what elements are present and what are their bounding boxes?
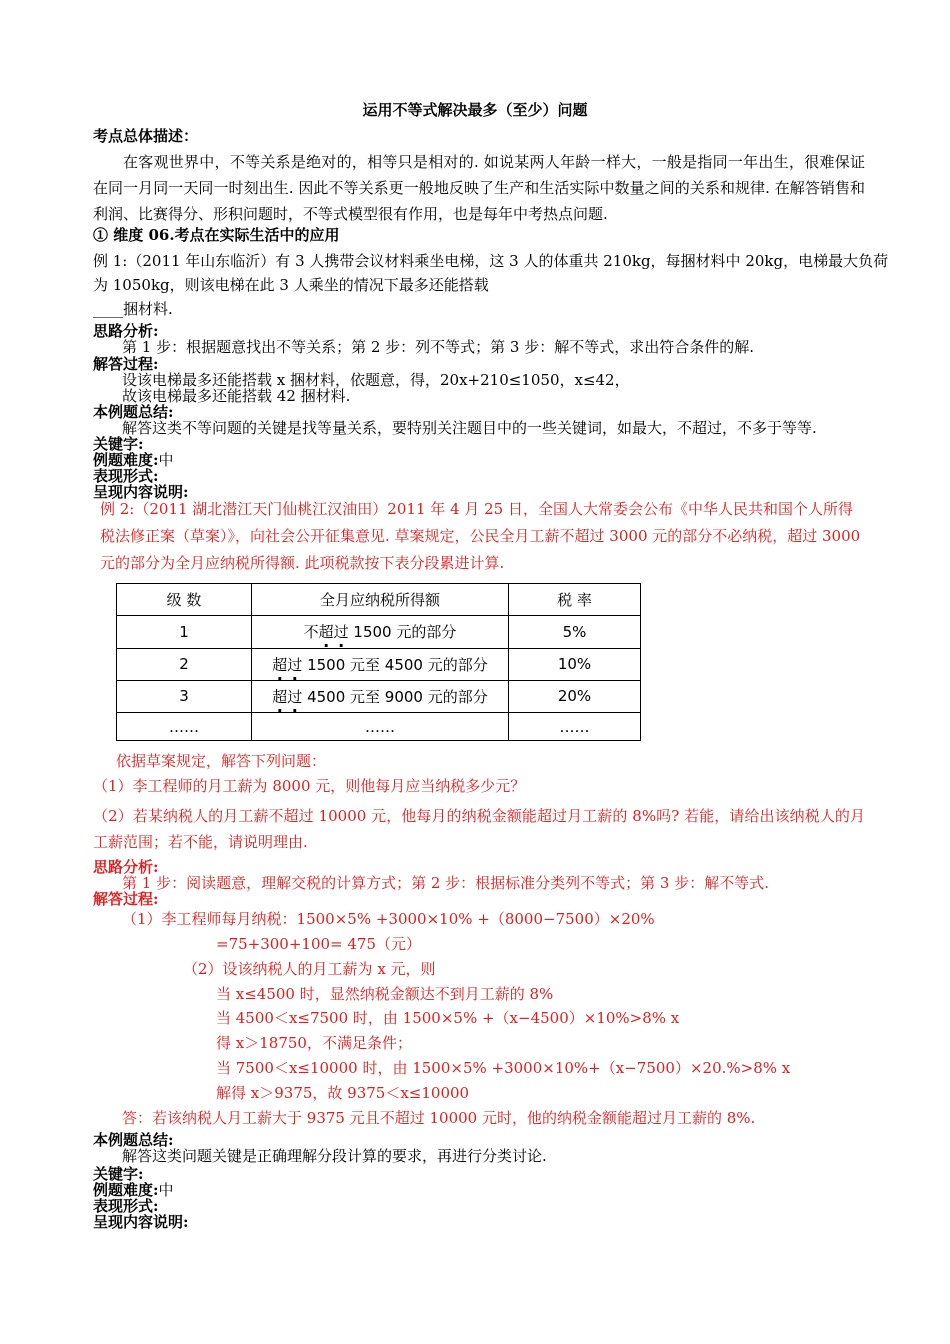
example2-solution-heading: 解答过程: bbox=[93, 890, 159, 908]
example2-analysis-heading: 思路分析: bbox=[93, 858, 159, 876]
example2-analysis: 第 1 步：阅读题意，理解交税的计算方式；第 2 步：根据标准分类列不等式；第 3 步：解不等式. bbox=[122, 874, 770, 892]
example1-solution2: 故该电梯最多还能搭载 42 捆材料. bbox=[122, 387, 351, 405]
table-cell-level: 3 bbox=[117, 680, 252, 712]
example1-solution-heading: 解答过程: bbox=[93, 355, 159, 373]
emphasis-char: 过 bbox=[287, 687, 303, 706]
example2-s2: =75+300+100= 475（元） bbox=[216, 935, 422, 953]
table-row bbox=[117, 713, 641, 741]
table-row bbox=[117, 680, 641, 712]
example2-prompt: 依据草案规定，解答下列问题： bbox=[116, 752, 327, 770]
table-cell-income: 超过 4500 元至 9000 元的部分 bbox=[252, 680, 509, 712]
table-cell-level: …… bbox=[117, 713, 252, 741]
example2-presentation-label: 呈现内容说明: bbox=[93, 1213, 189, 1231]
table-cell-rate: 20% bbox=[509, 680, 641, 712]
example2-s7: 当 7500＜x≤10000 时，由 1500×5% +3000×10%+（x−7500）×20.%>8% x bbox=[216, 1059, 791, 1077]
table-row bbox=[117, 616, 641, 648]
example1-analysis-heading: 思路分析: bbox=[93, 322, 159, 340]
emphasis-char: 超 bbox=[272, 655, 288, 674]
table-header-row bbox=[117, 584, 641, 616]
example2-difficulty-label: 例题难度: bbox=[93, 1181, 159, 1199]
table-header-rate: 税 率 bbox=[509, 584, 641, 616]
example2-keyword-label: 关键字: bbox=[93, 1165, 144, 1183]
example1-analysis: 第 1 步：根据题意找出不等关系；第 2 步：列不等式；第 3 步：解不等式，求出符合条件的解. bbox=[122, 338, 755, 356]
table-cell-income: …… bbox=[252, 713, 509, 741]
example1-line3: ____捆材料. bbox=[93, 300, 173, 318]
table-cell-rate: 5% bbox=[509, 616, 641, 648]
example2-s5: 当 4500＜x≤7500 时，由 1500×5% +（x−4500）×10%>8% x bbox=[216, 1009, 680, 1027]
table-cell-rate: 10% bbox=[509, 648, 641, 680]
tax-rate-table bbox=[116, 583, 641, 741]
example2-answer: 答：若该纳税人月工薪大于 9375 元且不超过 10000 元时，他的纳税金额能超过月工薪的 8%. bbox=[122, 1109, 756, 1127]
table-cell-level: 1 bbox=[117, 616, 252, 648]
example2-summary: 解答这类问题关键是正确理解分段计算的要求，再进行分类讨论. bbox=[122, 1147, 547, 1165]
table-cell-income: 超过 1500 元至 4500 元的部分 bbox=[252, 648, 509, 680]
example1-form-label: 表现形式: bbox=[93, 467, 159, 485]
example2-form-label: 表现形式: bbox=[93, 1197, 159, 1215]
example2-q1: （1）李工程师的月工薪为 8000 元，则他每月应当纳税多少元？ bbox=[93, 777, 526, 795]
table-header-level: 级 数 bbox=[117, 584, 252, 616]
example1-difficulty: 中 bbox=[158, 451, 174, 469]
example2-s3: （2）设该纳税人的月工薪为 x 元，则 bbox=[183, 960, 436, 978]
overview-text: 在客观世界中，不等关系是绝对的，相等只是相对的. 如说某两人年龄一样大，一般是指同一年出生，很难保证在同一月同一天同一时刻出生. 因此不等关系更一般地反映了生产和生活实际中数量之间的关系和规律. 在解答销售和利润、比赛得分、形积问题时，不等式模型很有作用，也是每年中考热点问题. bbox=[93, 153, 865, 223]
example1-presentation-label: 呈现内容说明: bbox=[93, 483, 189, 501]
example2-s4: 当 x≤4500 时，显然纳税金额达不到月工薪的 8% bbox=[216, 985, 554, 1003]
emphasis-char: 过 bbox=[287, 655, 303, 674]
example2-statement: 例 2:（2011 湖北潜江天门仙桃江汉油田）2011 年 4 月 25 日，全国人大常委会公布《中华人民共和国个人所得税法修正案（草案）》，向社会公开征集意见. 草案规定，公民全月工薪不超过 3000 元的部分不必纳税，超过 3000 元的部分为全月应纳税所得额. 此项税款按下表分段累进计算. bbox=[100, 500, 861, 572]
example1-solution1: 设该电梯最多还能搭载 x 捆材料，依题意，得，20x+210≤1050，x≤42， bbox=[122, 371, 630, 389]
example1-line1: 例 1:（2011 年山东临沂）有 3 人携带会议材料乘坐电梯，这 3 人的体重共 210kg，每捆材料中 20kg，电梯最大负荷 bbox=[93, 252, 889, 270]
example1-line2: 为 1050kg，则该电梯在此 3 人乘坐的情况下最多还能搭载 bbox=[93, 276, 489, 294]
example2-difficulty: 中 bbox=[158, 1181, 174, 1199]
section-heading: ① 维度 06.考点在实际生活中的应用 bbox=[93, 226, 340, 244]
emphasis-char: 超 bbox=[272, 687, 288, 706]
emphasis-char: 超 bbox=[318, 623, 334, 642]
table-cell-rate: …… bbox=[509, 713, 641, 741]
example2-s6: 得 x＞18750，不满足条件； bbox=[216, 1034, 412, 1052]
table-cell-income: 不超过 1500 元的部分 bbox=[252, 616, 509, 648]
example2-s8: 解得 x＞9375，故 9375＜x≤10000 bbox=[216, 1084, 470, 1102]
example2-summary-heading: 本例题总结: bbox=[93, 1131, 174, 1149]
overview-heading: 考点总体描述： bbox=[93, 127, 199, 145]
table-cell-level: 2 bbox=[117, 648, 252, 680]
example2-s1: （1）李工程师每月纳税：1500×5% +3000×10% +（8000−7500）×20% bbox=[122, 910, 655, 928]
example1-keyword-label: 关键字: bbox=[93, 435, 144, 453]
example1-summary: 解答这类不等问题的关键是找等量关系，要特别关注题目中的一些关键词，如最大，不超过，不多于等等. bbox=[122, 419, 817, 437]
example1-difficulty-label: 例题难度: bbox=[93, 451, 159, 469]
example1-summary-heading: 本例题总结: bbox=[93, 403, 174, 421]
table-header-income: 全月应纳税所得额 bbox=[252, 584, 509, 616]
emphasis-char: 过 bbox=[333, 623, 349, 642]
table-row bbox=[117, 648, 641, 680]
page-title: 运用不等式解决最多（至少）问题 bbox=[362, 101, 588, 119]
example2-q2: （2）若某纳税人的月工薪不超过 10000 元，他每月的纳税金额能超过月工薪的 8%吗? 若能，请给出该纳税人的月工薪范围；若不能，请说明理由. bbox=[93, 807, 865, 851]
